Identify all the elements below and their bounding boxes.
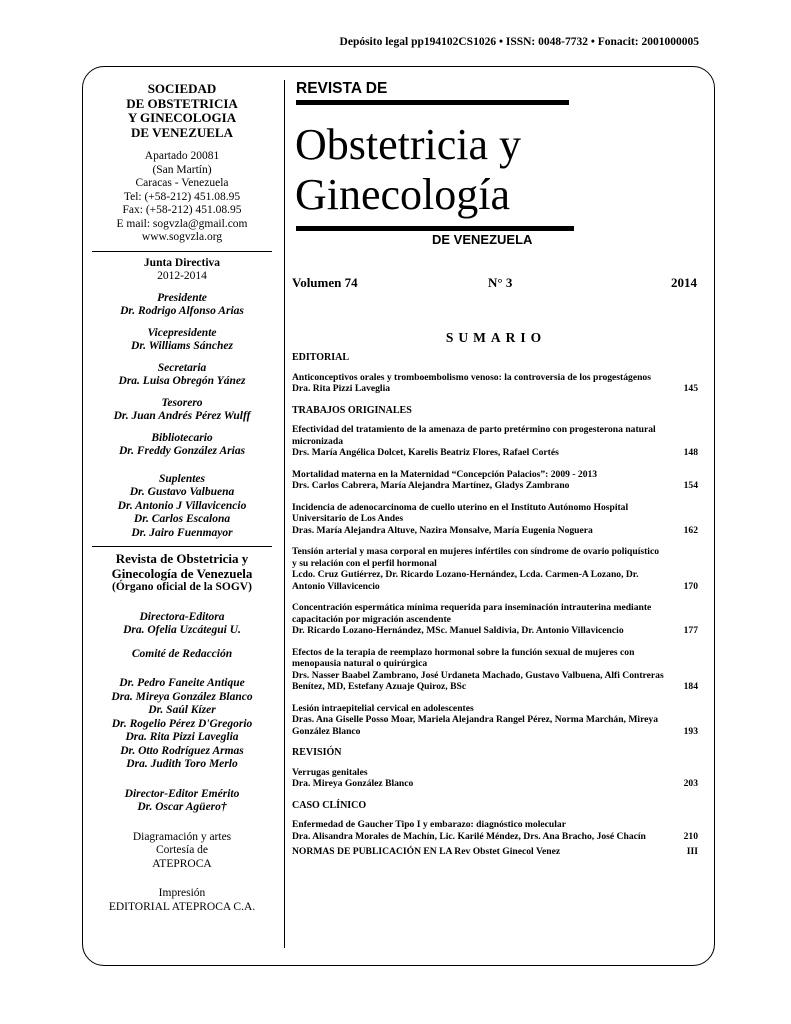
toc-section-caso-clinico: CASO CLÍNICO [292,799,367,811]
role-treasurer: Tesorero [161,396,203,409]
left-rule [92,251,272,252]
toc-normas-page: III [686,846,698,857]
toc-entry[interactable] [292,767,698,790]
president-name: Dr. Rodrigo Alfonso Arias [120,305,244,317]
toc-entry-title: Incidencia de adenocarcinoma de cuello uterino en el Instituto Autónomo Hospital Universitario de Los Andes [292,501,629,524]
issue-number: N° 3 [488,275,513,290]
masthead-de-venezuela: DE VENEZUELA [432,232,533,247]
society-name-line: DE OBSTETRICIA [126,95,238,111]
issue-year: 2014 [671,275,697,290]
librarian-name: Dr. Freddy González Arias [118,445,246,457]
role-vicepresident: Vicepresidente [147,326,217,339]
toc-entry-page: 210 [683,830,698,842]
editor-name: Dra. Ofelia Uzcátegui U. [123,624,241,636]
email-line: E mail: sogvzla@gmail.com [116,217,248,230]
toc-entry[interactable] [292,819,698,842]
left-column [88,82,276,914]
committee-member: Dra. Mireya González Blanco [111,690,253,703]
toc-entry[interactable] [292,502,698,537]
layout-credit [88,831,276,872]
journal-name-line: Revista de Obstetricia y [115,551,249,566]
toc-entry[interactable] [292,602,698,637]
column-divider [284,80,285,948]
toc-entry-page: 145 [683,383,698,394]
toc-entry-authors: Dr. Ricardo Lozano-Hernández, MSc. Manuel Saldivia, Dr. Antonio Villavicencio [292,625,624,636]
website-line: www.sogvzla.org [141,231,223,243]
committee-member: Dr. Saúl Kízer [148,704,216,716]
toc-entry-title: Lesión intraepitelial cervical en adolescentes [292,702,474,714]
toc-entry-title: Anticonceptivos orales y tromboembolismo venoso: la controversia de los progestágenos [292,371,651,383]
toc-entry-page: 154 [683,480,698,491]
suplente-name: Dr. Jairo Fuenmayor [131,526,233,539]
issue-volume: Volumen 74 [292,275,358,290]
toc-entry-page: 203 [683,778,698,789]
society-name-line: SOCIEDAD [147,81,217,96]
committee-member: Dr. Otto Rodríguez Armas [120,744,244,757]
toc-entry[interactable] [292,424,698,459]
phone-line: Tel: (+58-212) 451.08.95 [123,190,241,203]
secretary-name: Dra. Luisa Obregón Yánez [118,375,246,387]
emeritus-name: Dr. Oscar Agüero† [137,801,227,813]
toc-section-revision: REVISIÓN [292,747,342,758]
role-librarian: Bibliotecario [151,431,213,444]
committee-member: Dr. Pedro Faneite Antique [119,677,245,689]
committee-member: Dra. Rita Pizzi Laveglia [125,731,239,743]
suplente-name: Dr. Antonio J Villavicencio [117,499,247,512]
official-organ: (Órgano oficial de la SOGV) [112,581,252,593]
emeritus-role: Director-Editor Emérito [124,787,240,800]
masthead-title-line1: Obstetricia y [295,120,522,169]
print-name: EDITORIAL ATEPROCA C.A. [108,900,256,913]
toc-entry-authors: Drs. María Angélica Dolcet, Karelis Beatriz Flores, Rafael Cortés [292,447,559,458]
toc-entry-title: Efectividad del tratamiento de la amenaza de parto pretérmino con progesterona natural micronizada [292,424,656,447]
committee-list [88,677,276,772]
toc-section-editorial: EDITORIAL [292,352,350,363]
board-title: Junta Directiva [143,256,221,269]
toc-entry-authors: Drs. Carlos Cabrera, María Alejandra Martínez, Gladys Zambrano [292,480,570,491]
toc-entry-page: 177 [683,625,698,636]
suplentes-title: Suplentes [158,472,205,485]
layout-credit-line: ATEPROCA [152,857,212,870]
suplente-name: Dr. Gustavo Valbuena [129,486,235,498]
vicepresident-name: Dr. Williams Sánchez [131,340,233,352]
toc-entry-page: 162 [683,524,698,536]
toc-entry-authors: Dras. María Alejandra Altuve, Nazira Monsalve, María Eugenia Noguera [292,524,593,536]
board-period: 2012-2014 [157,270,207,282]
toc-entry[interactable] [292,647,698,693]
layout-credit-line: Cortesía de [155,844,209,856]
toc-entry-page: 148 [683,447,698,458]
role-president: Presidente [157,291,207,304]
toc-entry-page: 170 [683,580,698,592]
address-line: (San Martín) [152,163,212,176]
society-name-line: Y GINECOLOGIA [127,110,237,125]
toc-entry[interactable] [292,546,698,592]
toc-entry-title: Efectos de la terapia de reemplazo hormonal sobre la función sexual de mujeres con menopausia natural o quirúrgica [292,646,635,669]
table-of-contents [292,352,698,858]
toc-normas[interactable] [292,846,698,858]
toc-entry-authors: Dras. Ana Giselle Posso Moar, Mariela Alejandra Rangel Pérez, Norma Marchán, Mireya González Blanco [292,714,659,737]
toc-entry-title: Tensión arterial y masa corporal en mujeres infértiles con síndrome de ovario poliquístico y su relación con el perfil hormonal [292,546,660,569]
left-rule [92,546,272,547]
committee-member: Dr. Rogelio Pérez D'Gregorio [111,717,253,730]
society-address [88,150,276,245]
address-line: Caracas - Venezuela [135,177,229,189]
toc-entry-page: 184 [683,681,698,692]
toc-entry-authors: Drs. Nasser Baabel Zambrano, José Urdaneta Machado, Gustavo Valbuena, Alfi Contreras Benítez, MD, Estefany Azuaje Quiroz, BSc [292,669,664,692]
legal-deposit-line: Depósito legal pp194102CS1026 • ISSN: 0048-7732 • Fonacit: 2001000005 [339,36,699,48]
society-name-line: DE VENEZUELA [131,124,233,140]
toc-normas-text: NORMAS DE PUBLICACIÓN EN LA Rev Obstet Ginecol Venez [292,846,561,857]
committee-member: Dra. Judith Toro Merlo [126,758,238,770]
toc-entry[interactable] [292,469,698,492]
role-secretary: Secretaria [157,361,207,374]
suplentes-list [88,486,276,540]
committee-title: Comité de Redacción [131,647,233,660]
editor-role: Directora-Editora [139,610,225,623]
toc-entry-authors: Dra. Mireya González Blanco [292,778,414,789]
society-name [88,82,276,140]
fax-line: Fax: (+58-212) 451.08.95 [122,204,242,216]
toc-entry-title: Mortalidad materna en la Maternidad “Concepción Palacios”: 2009 - 2013 [292,468,598,480]
toc-entry[interactable] [292,372,698,395]
layout-credit-line: Diagramación y artes [132,830,232,843]
toc-entry-authors: Lcdo. Cruz Gutiérrez, Dr. Ricardo Lozano-Hernández, Lcda. Carmen-A Lozano, Dr. Antonio Villavicencio [292,569,639,592]
toc-entry-title: Verrugas genitales [292,766,368,778]
treasurer-name: Dr. Juan Andrés Pérez Wulff [113,410,251,422]
journal-name [88,552,276,581]
toc-entry-title: Concentración espermática mínima requerida para inseminación intrauterina mediante capacitación por migración ascendente [292,602,652,625]
masthead-bar-bottom [296,226,574,231]
toc-section-originales: TRABAJOS ORIGINALES [292,404,412,416]
masthead-title-line2: Ginecología [295,170,511,219]
masthead-bar-top [296,100,569,105]
journal-name-line: Ginecología de Venezuela [111,565,253,581]
masthead-revista-de: REVISTA DE [296,80,388,97]
toc-entry-authors: Dra. Alisandra Morales de Machín, Lic. Karilé Méndez, Drs. Ana Bracho, José Chacín [292,830,646,842]
print-title: Impresión [158,887,206,899]
toc-entry-title: Enfermedad de Gaucher Tipo I y embarazo: diagnóstico molecular [292,819,566,830]
suplente-name: Dr. Carlos Escalona [133,513,231,525]
toc-entry-authors: Dra. Rita Pizzi Laveglia [292,383,391,394]
address-line: Apartado 20081 [144,150,220,162]
toc-entry[interactable] [292,703,698,738]
toc-entry-page: 193 [683,725,698,737]
sumario-heading: SUMARIO [445,330,547,345]
